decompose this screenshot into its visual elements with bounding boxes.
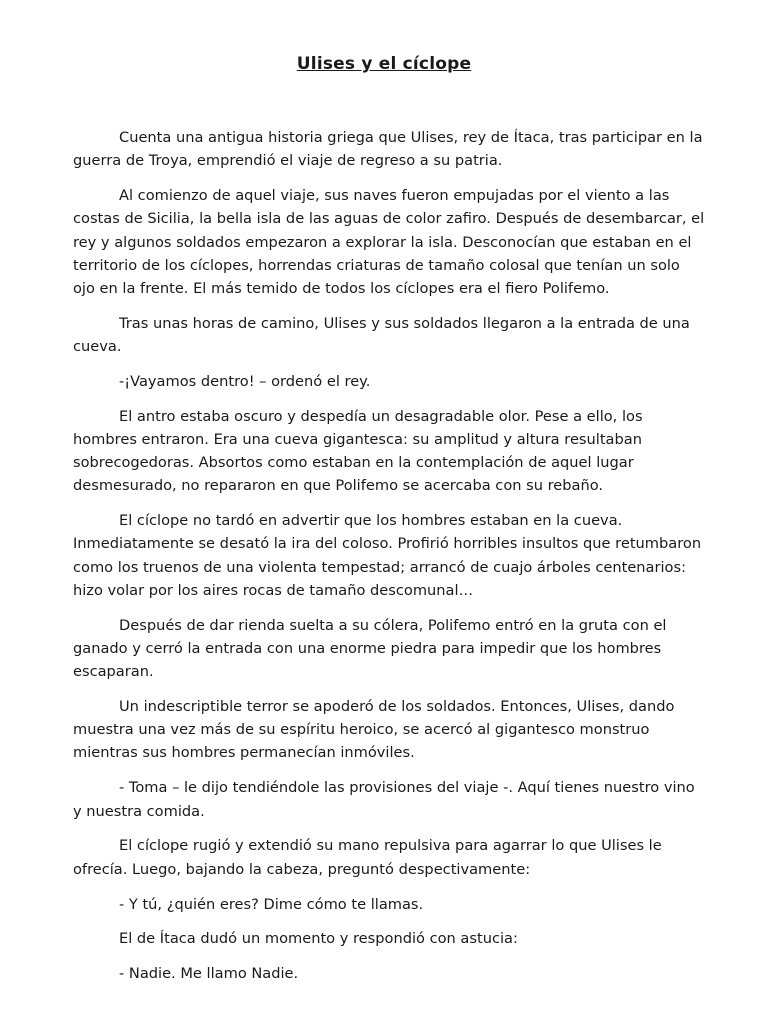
document-title: Ulises y el cíclope bbox=[296, 54, 472, 74]
paragraph: Después de dar rienda suelta a su cólera, Polifemo entró en la gruta con el ganado y cerró la entrada con una enorme piedra para impedir que los hombres escaparan. bbox=[73, 616, 667, 681]
paragraph: El antro estaba oscuro y despedía un desagradable olor. Pese a ello, los hombres entraron. Era una cueva gigantesca: su amplitud y altura resultaban sobrecogedoras. Absortos como estaban en la contemplación de aquel lugar desmesurado, no repararon en que Polifemo se acercaba con su rebaño. bbox=[73, 407, 643, 495]
paragraph: El cíclope no tardó en advertir que los hombres estaban en la cueva. Inmediatamente se desató la ira del coloso. Profirió horribles insultos que retumbaron como los truenos de una violenta tempestad; arrancó de cuajo árboles centenarios: hizo volar por los aires rocas de tamaño descomunal… bbox=[73, 512, 702, 599]
paragraph: El de Ítaca dudó un momento y respondió con astucia: bbox=[119, 930, 518, 948]
paragraph: - Y tú, ¿quién eres? Dime cómo te llamas. bbox=[119, 895, 424, 913]
paragraph: -¡Vayamos dentro! – ordenó el rey. bbox=[119, 372, 371, 390]
paragraph: Al comienzo de aquel viaje, sus naves fueron empujadas por el viento a las costas de Sicilia, la bella isla de las aguas de color zafiro. Después de desembarcar, el rey y algunos soldados empezaron a explorar la isla. Desconocían que estaban en el territorio de los cíclopes, horrendas criaturas de tamaño colosal que tenían un solo ojo en la frente. El más temido de todos los cíclopes era el fiero Polifemo. bbox=[73, 187, 705, 297]
paragraph: - Toma – le dijo tendiéndole las provisiones del viaje -. Aquí tienes nuestro vino y nuestra comida. bbox=[73, 779, 695, 820]
paragraph: Cuenta una antigua historia griega que Ulises, rey de Ítaca, tras participar en la guerra de Troya, emprendió el viaje de regreso a su patria. bbox=[73, 129, 703, 170]
paragraph: El cíclope rugió y extendió su mano repulsiva para agarrar lo que Ulises le ofrecía. Luego, bajando la cabeza, preguntó despectivamente: bbox=[73, 837, 662, 878]
paragraph: Un indescriptible terror se apoderó de los soldados. Entonces, Ulises, dando muestra una vez más de su espíritu heroico, se acercó al gigantesco monstruo mientras sus hombres permanecían inmóviles. bbox=[73, 698, 675, 762]
document-body bbox=[73, 126, 705, 997]
paragraph: Tras unas horas de camino, Ulises y sus soldados llegaron a la entrada de una cueva. bbox=[73, 314, 690, 355]
paragraph: - Nadie. Me llamo Nadie. bbox=[119, 965, 299, 983]
